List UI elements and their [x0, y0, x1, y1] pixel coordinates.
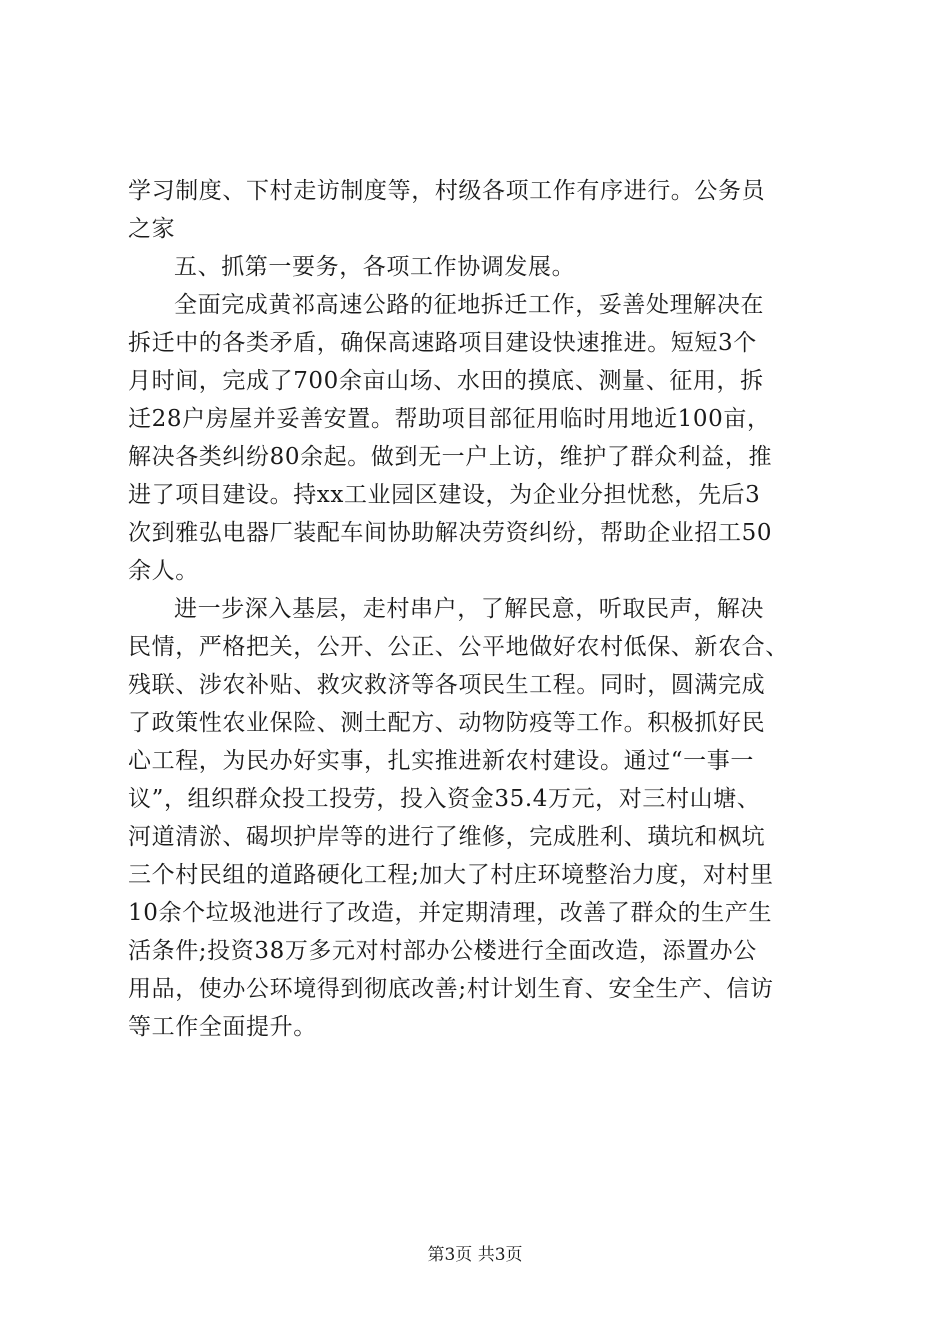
text-line: 用品，使办公环境得到彻底改善;村计划生育、安全生产、信访 — [128, 976, 774, 1002]
text-line: 余人。 — [128, 558, 199, 584]
text-line: 五、抓第一要务，各项工作协调发展。 — [174, 254, 576, 280]
text-line: 等工作全面提升。 — [128, 1014, 317, 1040]
text-line: 民情，严格把关，公开、公正、公平地做好农村低保、新农合、 — [128, 634, 789, 660]
text-line: 心工程，为民办好实事，扎实推进新农村建设。通过“一事一 — [128, 748, 754, 774]
text-line: 月时间，完成了700余亩山场、水田的摸底、测量、征用，拆 — [128, 368, 764, 394]
text-line: 拆迁中的各类矛盾，确保高速路项目建设快速推进。短短3个 — [128, 330, 757, 356]
text-line: 迁28户房屋并妥善安置。帮助项目部征用临时用地近100亩， — [128, 406, 771, 432]
text-line: 活条件;投资38万多元对村部办公楼进行全面改造，添置办公 — [128, 938, 757, 964]
text-line: 进了项目建设。持xx工业园区建设，为企业分担忧愁，先后3 — [128, 482, 761, 508]
text-line: 学习制度、下村走访制度等，村级各项工作有序进行。公务员 — [128, 178, 766, 204]
text-line: 河道清淤、碣坝护岸等的进行了维修，完成胜利、璜坑和枫坑 — [128, 824, 766, 850]
text-line: 次到雅弘电器厂装配车间协助解决劳资纠纷，帮助企业招工50 — [128, 520, 773, 546]
text-line: 全面完成黄祁高速公路的征地拆迁工作，妥善处理解决在 — [174, 292, 764, 318]
text-line: 残联、涉农补贴、救灾救济等各项民生工程。同时，圆满完成 — [128, 672, 766, 698]
page-footer: 第3页 共3页 — [427, 1245, 523, 1265]
text-line: 议”，组织群众投工投劳，投入资金35.4万元，对三村山塘、 — [128, 786, 761, 812]
text-line: 了政策性农业保险、测土配方、动物防疫等工作。积极抓好民 — [128, 710, 766, 736]
document-body — [128, 172, 828, 1046]
text-line: 之家 — [128, 216, 176, 242]
text-line: 进一步深入基层，走村串户，了解民意，听取民声，解决 — [174, 596, 764, 622]
text-line: 10余个垃圾池进行了改造，并定期清理，改善了群众的生产生 — [128, 900, 773, 926]
text-line: 解决各类纠纷80余起。做到无一户上访，维护了群众利益，推 — [128, 444, 773, 470]
text-line: 三个村民组的道路硬化工程;加大了村庄环境整治力度，对村里 — [128, 862, 774, 888]
